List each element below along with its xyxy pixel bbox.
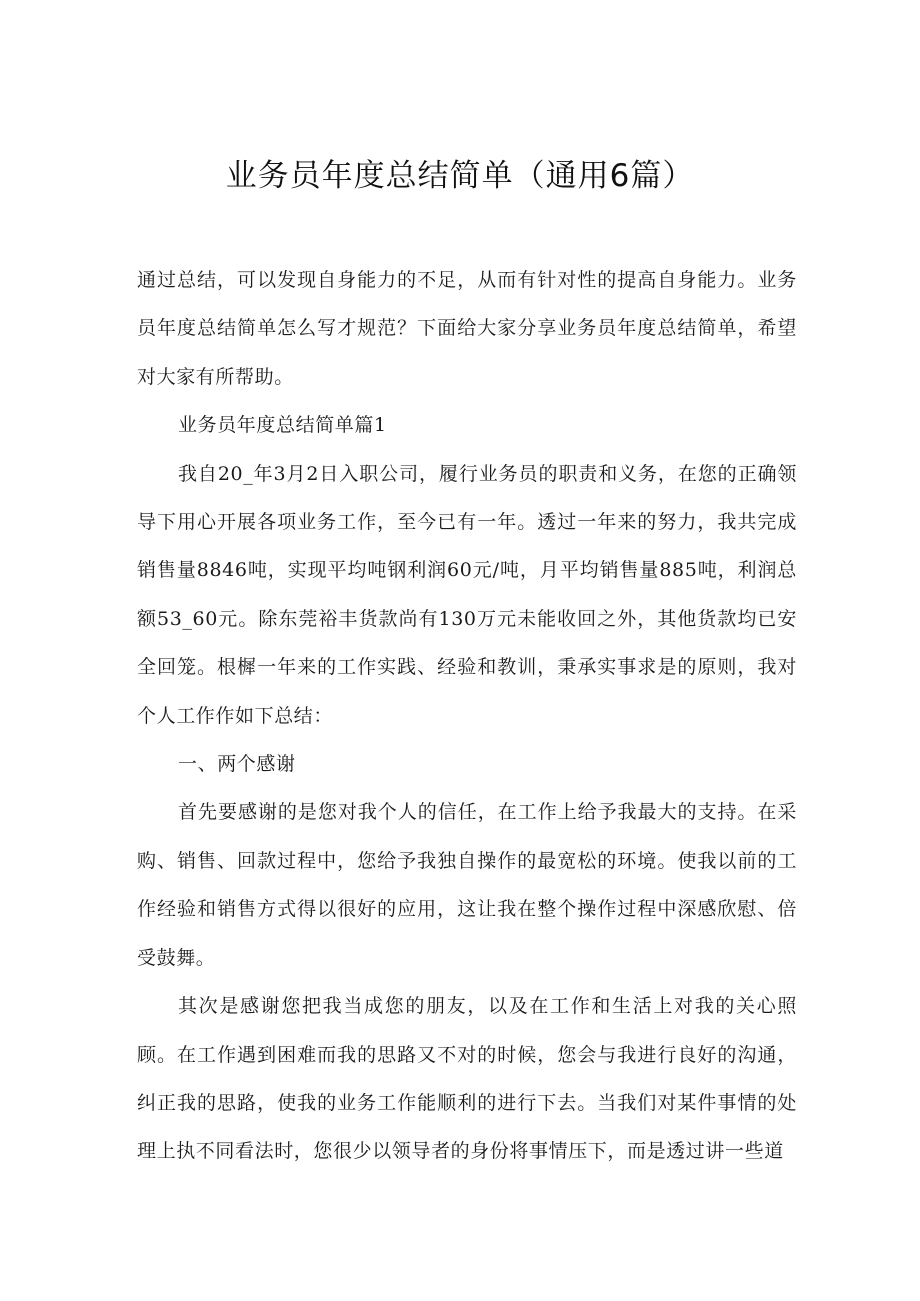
paragraph-1: 我自20_年3月2日入职公司，履行业务员的职责和义务，在您的正确领导下用心开展各项业务工作，至今已有一年。透过一年来的努力，我共完成销售量8846吨，实现平均吨钢利润60元/吨，月平均销售量885吨，利润总额53_60元。除东莞裕丰货款尚有130万元未能收回之外，其他货款均已安全回笼。根樨一年来的工作实践、经验和教训，秉承实事求是的原则，我对个人工作作如下总结： bbox=[137, 462, 797, 727]
subheading-two-thanks: 一、两个感谢 bbox=[178, 753, 296, 776]
section-heading: 业务员年度总结简单篇1 bbox=[178, 414, 387, 437]
intro-paragraph: 通过总结，可以发现自身能力的不足，从而有针对性的提高自身能力。业务员年度总结简单怎么写才规范？下面给大家分享业务员年度总结简单，希望对大家有所帮助。 bbox=[137, 269, 797, 388]
paragraph-2: 首先要感谢的是您对我个人的信任，在工作上给予我最大的支持。在采购、销售、回款过程中，您给予我独自操作的最宽松的环境。使我以前的工作经验和销售方式得以很好的应用，这让我在整个操作过程中深感欣慰、倍受鼓舞。 bbox=[137, 801, 797, 969]
paragraph-3: 其次是感谢您把我当成您的朋友，以及在工作和生活上对我的关心照顾。在工作遇到困难而我的思路又不对的时候，您会与我进行良好的沟通，纠正我的思路，使我的业务工作能顺利的进行下去。当我们对某件事情的处理上执不同看法时，您很少以领导者的身份将事情压下，而是透过讲一些道 bbox=[137, 995, 797, 1163]
document-body bbox=[137, 256, 797, 1176]
document-title: 业务员年度总结简单（通用6篇） bbox=[225, 158, 695, 194]
